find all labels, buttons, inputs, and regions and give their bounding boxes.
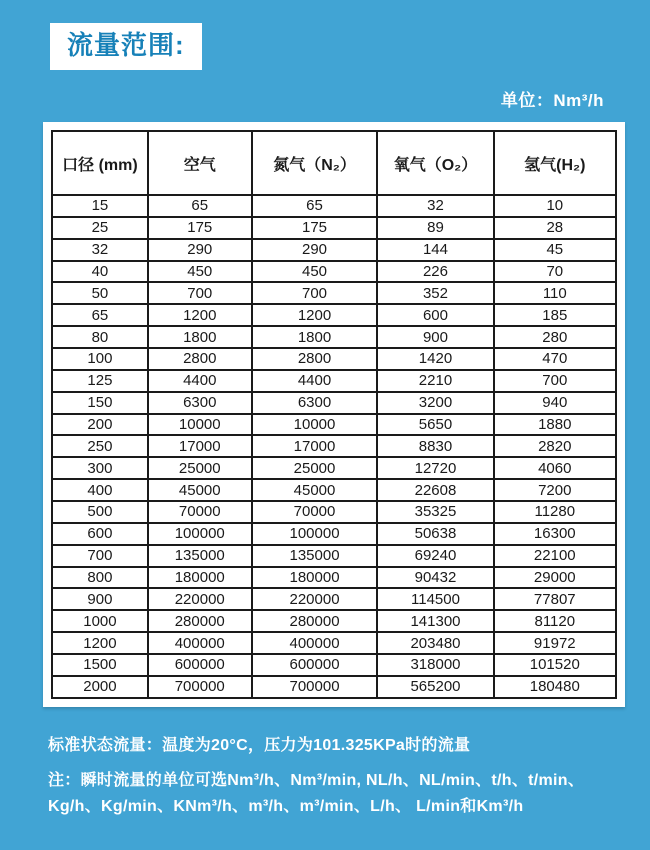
- diameter-cell: 25: [52, 217, 148, 239]
- flow-value-cell: 25000: [148, 457, 252, 479]
- flow-value-cell: 280: [494, 326, 616, 348]
- table-row: [52, 217, 616, 239]
- table-row: [52, 610, 616, 632]
- flow-value-cell: 290: [148, 239, 252, 261]
- flow-value-cell: 10000: [148, 414, 252, 436]
- diameter-cell: 150: [52, 392, 148, 414]
- table-row: [52, 282, 616, 304]
- flow-value-cell: 4060: [494, 457, 616, 479]
- diameter-cell: 250: [52, 435, 148, 457]
- diameter-cell: 800: [52, 567, 148, 589]
- flow-value-cell: 290: [252, 239, 378, 261]
- flow-value-cell: 1420: [377, 348, 493, 370]
- flow-value-cell: 400000: [252, 632, 378, 654]
- unit-options-note-line-2: Kg/h、Kg/min、KNm³/h、m³/h、m³/min、L/h、 L/min和Km³/h: [48, 798, 524, 815]
- diameter-cell: 40: [52, 261, 148, 283]
- flow-value-cell: 10: [494, 195, 616, 217]
- flow-value-cell: 91972: [494, 632, 616, 654]
- flow-value-cell: 900: [377, 326, 493, 348]
- flow-value-cell: 185: [494, 304, 616, 326]
- flow-value-cell: 600: [377, 304, 493, 326]
- flow-value-cell: 700: [252, 282, 378, 304]
- flow-value-cell: 2800: [148, 348, 252, 370]
- flow-value-cell: 1800: [148, 326, 252, 348]
- diameter-cell: 200: [52, 414, 148, 436]
- column-header-oxygen: 氧气（O₂）: [377, 131, 493, 195]
- flow-value-cell: 280000: [252, 610, 378, 632]
- diameter-cell: 1500: [52, 654, 148, 676]
- table-row: [52, 414, 616, 436]
- flow-value-cell: 17000: [148, 435, 252, 457]
- flow-value-cell: 65: [148, 195, 252, 217]
- flow-value-cell: 220000: [148, 588, 252, 610]
- table-row: [52, 195, 616, 217]
- column-header-air: 空气: [148, 131, 252, 195]
- flow-value-cell: 6300: [148, 392, 252, 414]
- flow-value-cell: 70000: [252, 501, 378, 523]
- flow-value-cell: 114500: [377, 588, 493, 610]
- table-row: [52, 632, 616, 654]
- diameter-cell: 50: [52, 282, 148, 304]
- page-title: 流量范围:: [50, 23, 202, 70]
- flow-value-cell: 135000: [148, 545, 252, 567]
- flow-value-cell: 175: [148, 217, 252, 239]
- table-row: [52, 392, 616, 414]
- diameter-cell: 300: [52, 457, 148, 479]
- flow-value-cell: 4400: [148, 370, 252, 392]
- flow-value-cell: 4400: [252, 370, 378, 392]
- flow-value-cell: 700000: [148, 676, 252, 698]
- flow-value-cell: 600000: [252, 654, 378, 676]
- table-row: [52, 676, 616, 698]
- flow-value-cell: 175: [252, 217, 378, 239]
- flow-value-cell: 6300: [252, 392, 378, 414]
- flow-value-cell: 144: [377, 239, 493, 261]
- diameter-cell: 100: [52, 348, 148, 370]
- table-row: [52, 457, 616, 479]
- flow-value-cell: 50638: [377, 523, 493, 545]
- flow-value-cell: 89: [377, 217, 493, 239]
- flow-value-cell: 81120: [494, 610, 616, 632]
- flow-value-cell: 35325: [377, 501, 493, 523]
- table-row: [52, 239, 616, 261]
- flow-value-cell: 17000: [252, 435, 378, 457]
- flow-value-cell: 180000: [252, 567, 378, 589]
- table-row: [52, 567, 616, 589]
- flow-value-cell: 141300: [377, 610, 493, 632]
- flow-value-cell: 90432: [377, 567, 493, 589]
- flow-value-cell: 470: [494, 348, 616, 370]
- flow-value-cell: 32: [377, 195, 493, 217]
- flow-value-cell: 65: [252, 195, 378, 217]
- flow-value-cell: 565200: [377, 676, 493, 698]
- flow-value-cell: 100000: [148, 523, 252, 545]
- flow-value-cell: 400000: [148, 632, 252, 654]
- flow-value-cell: 29000: [494, 567, 616, 589]
- flow-value-cell: 22608: [377, 479, 493, 501]
- flow-value-cell: 70000: [148, 501, 252, 523]
- flow-value-cell: 22100: [494, 545, 616, 567]
- flow-value-cell: 450: [148, 261, 252, 283]
- diameter-cell: 900: [52, 588, 148, 610]
- table-row: [52, 326, 616, 348]
- diameter-cell: 80: [52, 326, 148, 348]
- table-row: [52, 261, 616, 283]
- flow-value-cell: 318000: [377, 654, 493, 676]
- flow-value-cell: 700000: [252, 676, 378, 698]
- table-row: [52, 348, 616, 370]
- flow-value-cell: 25000: [252, 457, 378, 479]
- flow-value-cell: 450: [252, 261, 378, 283]
- flow-value-cell: 135000: [252, 545, 378, 567]
- flow-value-cell: 110: [494, 282, 616, 304]
- column-header-nitrogen: 氮气（N₂）: [252, 131, 378, 195]
- flow-value-cell: 1800: [252, 326, 378, 348]
- table-row: [52, 479, 616, 501]
- table-row: [52, 501, 616, 523]
- flow-value-cell: 5650: [377, 414, 493, 436]
- flow-value-cell: 1200: [252, 304, 378, 326]
- unit-options-note-line-1: 注：瞬时流量的单位可选Nm³/h、Nm³/min, NL/h、NL/min、t/h、t/min、: [48, 772, 585, 789]
- flow-value-cell: 45000: [252, 479, 378, 501]
- flow-value-cell: 2210: [377, 370, 493, 392]
- unit-label: 单位：Nm³/h: [500, 91, 604, 110]
- diameter-cell: 65: [52, 304, 148, 326]
- flow-value-cell: 226: [377, 261, 493, 283]
- diameter-cell: 1000: [52, 610, 148, 632]
- table-row: [52, 588, 616, 610]
- flow-range-table-panel: [43, 122, 625, 707]
- flow-value-cell: 700: [494, 370, 616, 392]
- flow-value-cell: 940: [494, 392, 616, 414]
- flow-value-cell: 45000: [148, 479, 252, 501]
- flow-value-cell: 3200: [377, 392, 493, 414]
- flow-value-cell: 16300: [494, 523, 616, 545]
- table-row: [52, 523, 616, 545]
- diameter-cell: 125: [52, 370, 148, 392]
- flow-value-cell: 2800: [252, 348, 378, 370]
- flow-value-cell: 700: [148, 282, 252, 304]
- flow-value-cell: 69240: [377, 545, 493, 567]
- flow-value-cell: 180480: [494, 676, 616, 698]
- flow-range-table: [51, 130, 617, 699]
- diameter-cell: 600: [52, 523, 148, 545]
- flow-value-cell: 1200: [148, 304, 252, 326]
- flow-value-cell: 280000: [148, 610, 252, 632]
- standard-condition-note: 标准状态流量：温度为20°C，压力为101.325KPa时的流量: [48, 737, 471, 754]
- flow-value-cell: 352: [377, 282, 493, 304]
- flow-value-cell: 28: [494, 217, 616, 239]
- table-row: [52, 654, 616, 676]
- flow-value-cell: 203480: [377, 632, 493, 654]
- table-row: [52, 435, 616, 457]
- table-row: [52, 304, 616, 326]
- diameter-cell: 1200: [52, 632, 148, 654]
- table-row: [52, 545, 616, 567]
- diameter-cell: 500: [52, 501, 148, 523]
- flow-value-cell: 180000: [148, 567, 252, 589]
- flow-value-cell: 11280: [494, 501, 616, 523]
- table-body: [52, 195, 616, 698]
- table-row: [52, 370, 616, 392]
- flow-value-cell: 77807: [494, 588, 616, 610]
- column-header-diameter: 口径 (mm): [52, 131, 148, 195]
- diameter-cell: 15: [52, 195, 148, 217]
- flow-value-cell: 8830: [377, 435, 493, 457]
- flow-value-cell: 1880: [494, 414, 616, 436]
- table-header-row: [52, 131, 616, 195]
- diameter-cell: 32: [52, 239, 148, 261]
- flow-value-cell: 101520: [494, 654, 616, 676]
- flow-value-cell: 7200: [494, 479, 616, 501]
- diameter-cell: 700: [52, 545, 148, 567]
- footer-notes: [48, 732, 618, 820]
- flow-value-cell: 100000: [252, 523, 378, 545]
- diameter-cell: 2000: [52, 676, 148, 698]
- diameter-cell: 400: [52, 479, 148, 501]
- flow-value-cell: 12720: [377, 457, 493, 479]
- flow-value-cell: 220000: [252, 588, 378, 610]
- flow-value-cell: 45: [494, 239, 616, 261]
- flow-value-cell: 70: [494, 261, 616, 283]
- flow-value-cell: 600000: [148, 654, 252, 676]
- column-header-hydrogen: 氢气(H₂): [494, 131, 616, 195]
- flow-value-cell: 10000: [252, 414, 378, 436]
- flow-value-cell: 2820: [494, 435, 616, 457]
